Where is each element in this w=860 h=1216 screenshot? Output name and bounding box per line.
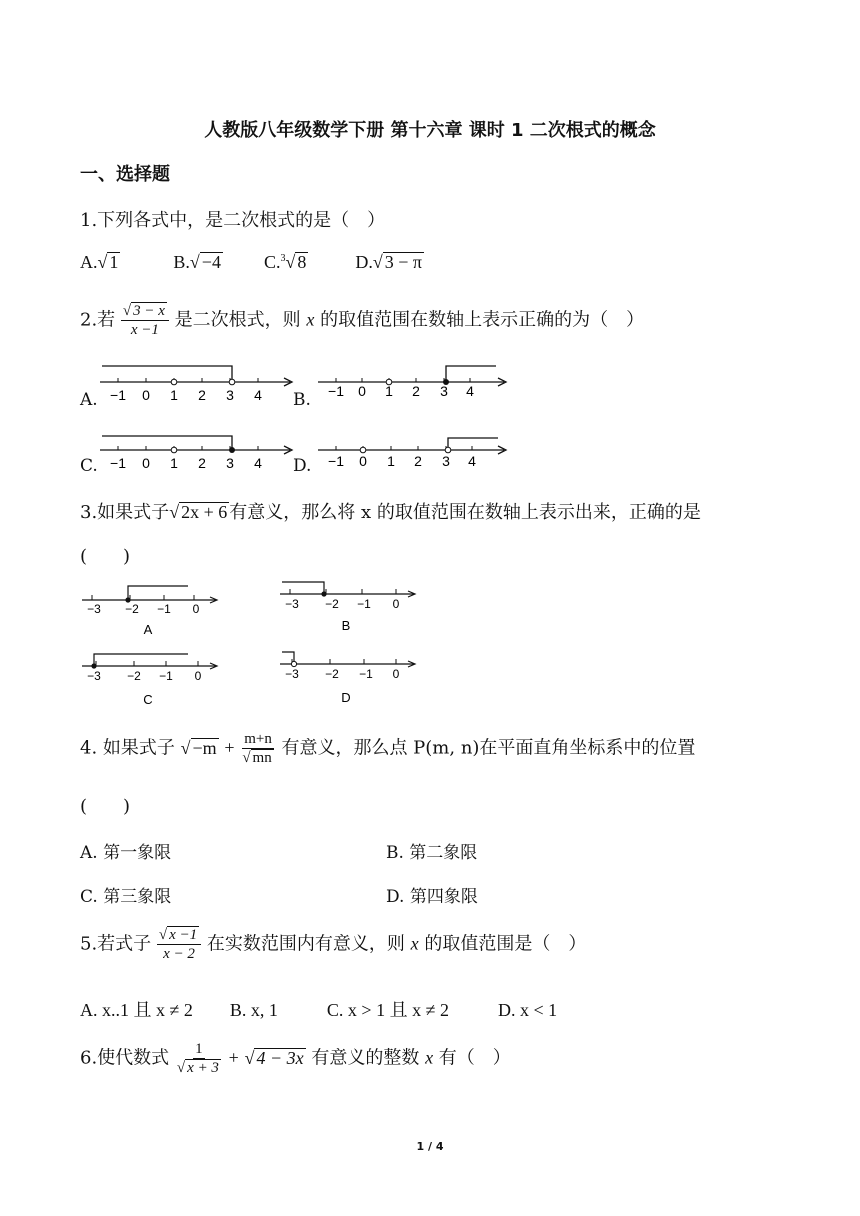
question-4-stem: 4. 如果式子 √ −m + $\frac{m+n}{√ mn}$ 有意义，那么点 P(m, n)在平面直角坐标系中的位置 <box>80 731 696 766</box>
q5-prefix: 5.若式子 <box>80 933 152 955</box>
q2-option-a-label: A. <box>80 390 98 410</box>
q2-number-line-c <box>96 430 296 478</box>
question-1-stem: 1.下列各式中，是二次根式的是（ ） <box>80 210 386 231</box>
tick-label: 2 <box>412 383 420 399</box>
option-c-radicand: 8 <box>297 252 307 272</box>
tick-label: −3 <box>285 667 299 681</box>
q6-variable: x <box>425 1047 434 1068</box>
q5-text-2: 的取值范围是（ ） <box>424 933 587 955</box>
q4-option-d: D. 第四象限 <box>386 887 478 907</box>
tick-label: 0 <box>392 667 400 681</box>
q6-text-2: 有（ ） <box>438 1047 511 1069</box>
page-number: 1 / 4 <box>416 1140 444 1153</box>
tick-label: −2 <box>127 669 141 683</box>
tick-label: −3 <box>87 669 101 683</box>
q6-prefix: 6.使代数式 <box>80 1047 170 1069</box>
q6-text: 有意义的整数 <box>311 1047 420 1069</box>
question-6-stem: 6.使代数式 $\frac{1}{√ x + 3}$ + √ 4 − 3x 有意义的整数 x 有（ ） <box>80 1041 511 1076</box>
tick-label: 0 <box>358 383 366 399</box>
q4-option-c: C. 第三象限 <box>80 887 172 907</box>
q2-prefix: 2.若 <box>80 309 116 331</box>
q5-option-a: A. x..1 且 x ≠ 2 <box>80 1000 193 1020</box>
q2-option-b-label: B. <box>293 390 311 410</box>
option-b-radicand: −4 <box>201 252 221 272</box>
q2-numerator: 3 − x <box>133 303 165 319</box>
q4-denominator: mn <box>252 750 272 766</box>
q2-option-d-label: D. <box>293 456 312 476</box>
tick-label: 0 <box>192 602 200 616</box>
q4-option-b: B. 第二象限 <box>386 843 478 863</box>
q3-radicand: 2x + 6 <box>181 502 228 522</box>
tick-label: 0 <box>142 387 150 403</box>
tick-label: 0 <box>392 597 400 611</box>
q6-numerator: 1 <box>195 1041 203 1057</box>
caption: A <box>143 622 153 637</box>
caption: B <box>341 618 351 633</box>
q3-number-line-d <box>278 648 418 712</box>
option-d-label: D. <box>355 252 373 272</box>
tick-label: 2 <box>198 455 206 471</box>
caption: D <box>341 690 351 705</box>
tick-label: −2 <box>325 667 339 681</box>
q2-number-line-d <box>314 430 514 478</box>
question-1-options: A.√ 1 B.√ −4 C.$^3$√ 8 D.√ 3 − π <box>80 252 422 272</box>
q2-fraction: $\frac{√ 3 - x}{x -1}$ <box>121 302 169 339</box>
q2-option-c-label: C. <box>80 456 98 476</box>
q6-radicand: 4 − 3x <box>256 1047 304 1068</box>
q4-radicand-1: −m <box>192 737 217 758</box>
tick-label: 1 <box>387 453 395 469</box>
question-5-stem <box>80 926 586 963</box>
tick-label: 4 <box>254 387 262 403</box>
tick-label: −1 <box>110 455 126 471</box>
q2-number-line-a <box>96 362 296 410</box>
tick-label: 3 <box>440 383 448 399</box>
caption: C <box>143 692 153 707</box>
tick-label: 1 <box>170 387 178 403</box>
question-2-stem <box>80 302 644 339</box>
tick-label: 2 <box>198 387 206 403</box>
page-title: 人教版八年级数学下册 第十六章 课时 1 二次根式的概念 <box>204 120 656 141</box>
q3-prefix: 3.如果式子 <box>80 502 170 523</box>
q3-number-line-b <box>278 576 418 640</box>
tick-label: −1 <box>159 669 173 683</box>
q4-numerator: m+n <box>244 731 272 747</box>
q4-paren: ( ) <box>80 796 131 817</box>
q5-option-b: B. x, 1 <box>229 1000 278 1020</box>
q2-text: 是二次根式，则 <box>174 309 301 331</box>
tick-label: −1 <box>328 383 344 399</box>
q3-number-line-a <box>80 578 220 642</box>
tick-label: 0 <box>194 669 202 683</box>
q4-text: 有意义，那么点 P(m, n)在平面直角坐标系中的位置 <box>281 737 696 759</box>
tick-label: 0 <box>359 453 367 469</box>
q4-plus: + <box>224 737 235 758</box>
q2-text-2: 的取值范围在数轴上表示正确的为（ ） <box>320 309 645 331</box>
question-3-stem: 3.如果式子√ 2x + 6 有意义，那么将 x 的取值范围在数轴上表示出来，正确的是 <box>80 502 701 523</box>
q5-denominator: x − 2 <box>163 946 195 962</box>
q5-numerator: x −1 <box>169 927 198 943</box>
q3-paren: ( ) <box>80 546 131 567</box>
q5-option-c: C. x > 1 且 x ≠ 2 <box>326 1000 449 1020</box>
q6-plus: + <box>228 1047 239 1068</box>
option-c-label: C. <box>263 252 281 272</box>
tick-label: 1 <box>170 455 178 471</box>
option-c-index: 3 <box>280 253 286 264</box>
q4-option-a: A. 第一象限 <box>80 843 172 863</box>
option-a-label: A. <box>80 252 98 272</box>
option-a-radicand: 1 <box>109 252 119 272</box>
tick-label: −3 <box>87 602 101 616</box>
q5-text: 在实数范围内有意义，则 <box>206 933 405 955</box>
tick-label: −1 <box>157 602 171 616</box>
tick-label: 4 <box>466 383 474 399</box>
q5-option-d: D. x < 1 <box>497 1000 558 1020</box>
tick-label: 3 <box>226 387 234 403</box>
tick-label: −1 <box>110 387 126 403</box>
tick-label: 1 <box>385 383 393 399</box>
tick-label: −1 <box>357 597 371 611</box>
tick-label: −2 <box>325 597 339 611</box>
q2-variable: x <box>306 309 315 330</box>
tick-label: 4 <box>468 453 476 469</box>
tick-label: 4 <box>254 455 262 471</box>
q3-number-line-c <box>80 648 220 712</box>
tick-label: −1 <box>359 667 373 681</box>
tick-label: −1 <box>328 453 344 469</box>
q6-fraction: $\frac{1}{√ x + 3}$ <box>176 1041 219 1076</box>
q2-denominator: x −1 <box>130 322 159 338</box>
q4-prefix: 4. 如果式子 <box>80 737 175 759</box>
tick-label: 2 <box>414 453 422 469</box>
q2-number-line-b <box>314 362 514 410</box>
q4-fraction: $\frac{m+n}{√ mn}$ <box>242 731 272 766</box>
option-b-label: B. <box>173 252 190 272</box>
tick-label: 3 <box>442 453 450 469</box>
q5-variable: x <box>410 933 419 954</box>
tick-label: 3 <box>226 455 234 471</box>
q5-fraction: $\frac{√ x -1}{x - 2}$ <box>157 926 201 963</box>
tick-label: 0 <box>142 455 150 471</box>
tick-label: −2 <box>125 602 139 616</box>
tick-label: −3 <box>285 597 299 611</box>
q5-options <box>80 996 557 1022</box>
option-d-radicand: 3 − π <box>384 252 422 272</box>
q3-text: 有意义，那么将 x 的取值范围在数轴上表示出来，正确的是 <box>229 502 701 523</box>
section-heading: 一、选择题 <box>80 164 170 185</box>
q6-denominator: x + 3 <box>187 1060 219 1076</box>
